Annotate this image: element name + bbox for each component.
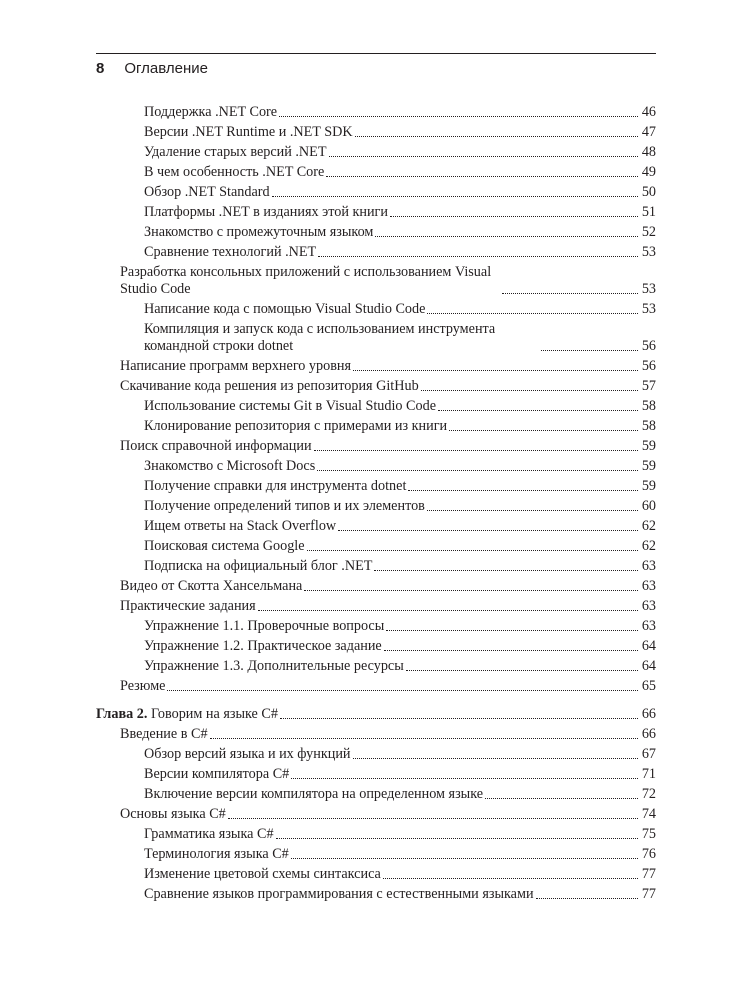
- toc-entry[interactable]: Использование системы Git в Visual Studio Code 58: [144, 398, 656, 414]
- toc-entry[interactable]: Знакомство с Microsoft Docs 59: [144, 458, 656, 474]
- toc-entry[interactable]: Сравнение языков программирования с естественными языками 77: [144, 886, 656, 902]
- toc-entry[interactable]: Обзор .NET Standard 50: [144, 184, 656, 200]
- toc-entry[interactable]: В чем особенность .NET Core 49: [144, 164, 656, 180]
- toc-entry[interactable]: Получение определений типов и их элементов 60: [144, 498, 656, 514]
- chapter-label: Глава 2.: [96, 706, 148, 722]
- toc-entry[interactable]: Практические задания 63: [120, 598, 656, 614]
- toc-entry[interactable]: Подписка на официальный блог .NET 63: [144, 558, 656, 574]
- toc-entry[interactable]: Изменение цветовой схемы синтаксиса 77: [144, 866, 656, 882]
- toc-entry[interactable]: Поддержка .NET Core 46: [144, 104, 656, 120]
- toc-entry[interactable]: Версии .NET Runtime и .NET SDK 47: [144, 124, 656, 140]
- toc-entry[interactable]: Сравнение технологий .NET 53: [144, 244, 656, 260]
- toc-entry[interactable]: Клонирование репозитория с примерами из книги 58: [144, 418, 656, 434]
- toc-entry[interactable]: Видео от Скотта Хансельмана 63: [120, 578, 656, 594]
- toc-entry[interactable]: Удаление старых версий .NET 48: [144, 144, 656, 160]
- running-title: Оглавление: [124, 60, 208, 77]
- toc-entry[interactable]: Разработка консольных приложений с использованием Visual Studio Code 53: [120, 264, 656, 297]
- toc-entry[interactable]: Скачивание кода решения из репозитория GitHub 57: [120, 378, 656, 394]
- toc-entry[interactable]: Терминология языка C# 76: [144, 846, 656, 862]
- toc-entry[interactable]: Обзор версий языка и их функций 67: [144, 746, 656, 762]
- toc-entry[interactable]: Написание программ верхнего уровня 56: [120, 358, 656, 374]
- toc-entry[interactable]: Написание кода с помощью Visual Studio Code 53: [144, 301, 656, 317]
- page-number: 8: [96, 60, 105, 77]
- page-header: [96, 59, 208, 79]
- toc-entry[interactable]: Знакомство с промежуточным языком 52: [144, 224, 656, 240]
- header-rule: [96, 53, 656, 54]
- chapter-title: Говорим на языке C#: [150, 706, 278, 722]
- toc-entry[interactable]: Компиляция и запуск кода с использованием инструмента командной строки dotnet 56: [144, 321, 656, 354]
- toc-entry[interactable]: Версии компилятора C# 71: [144, 766, 656, 782]
- toc-entry[interactable]: Упражнение 1.3. Дополнительные ресурсы 64: [144, 658, 656, 674]
- toc-entry[interactable]: Основы языка C# 74: [120, 806, 656, 822]
- toc-entry[interactable]: Поиск справочной информации 59: [120, 438, 656, 454]
- toc-entry[interactable]: Упражнение 1.1. Проверочные вопросы 63: [144, 618, 656, 634]
- toc-entry[interactable]: Поисковая система Google 62: [144, 538, 656, 554]
- toc-entry[interactable]: Грамматика языка C# 75: [144, 826, 656, 842]
- toc-entry[interactable]: Ищем ответы на Stack Overflow 62: [144, 518, 656, 534]
- toc-chapter-entry[interactable]: Глава 2. Говорим на языке C# 66: [96, 706, 656, 722]
- toc-entry[interactable]: Введение в C# 66: [120, 726, 656, 742]
- toc-entry[interactable]: Резюме 65: [120, 678, 656, 694]
- toc-entry[interactable]: Получение справки для инструмента dotnet 59: [144, 478, 656, 494]
- toc-entry[interactable]: Упражнение 1.2. Практическое задание 64: [144, 638, 656, 654]
- toc-entry[interactable]: Включение версии компилятора на определенном языке 72: [144, 786, 656, 802]
- toc-entry[interactable]: Платформы .NET в изданиях этой книги 51: [144, 204, 656, 220]
